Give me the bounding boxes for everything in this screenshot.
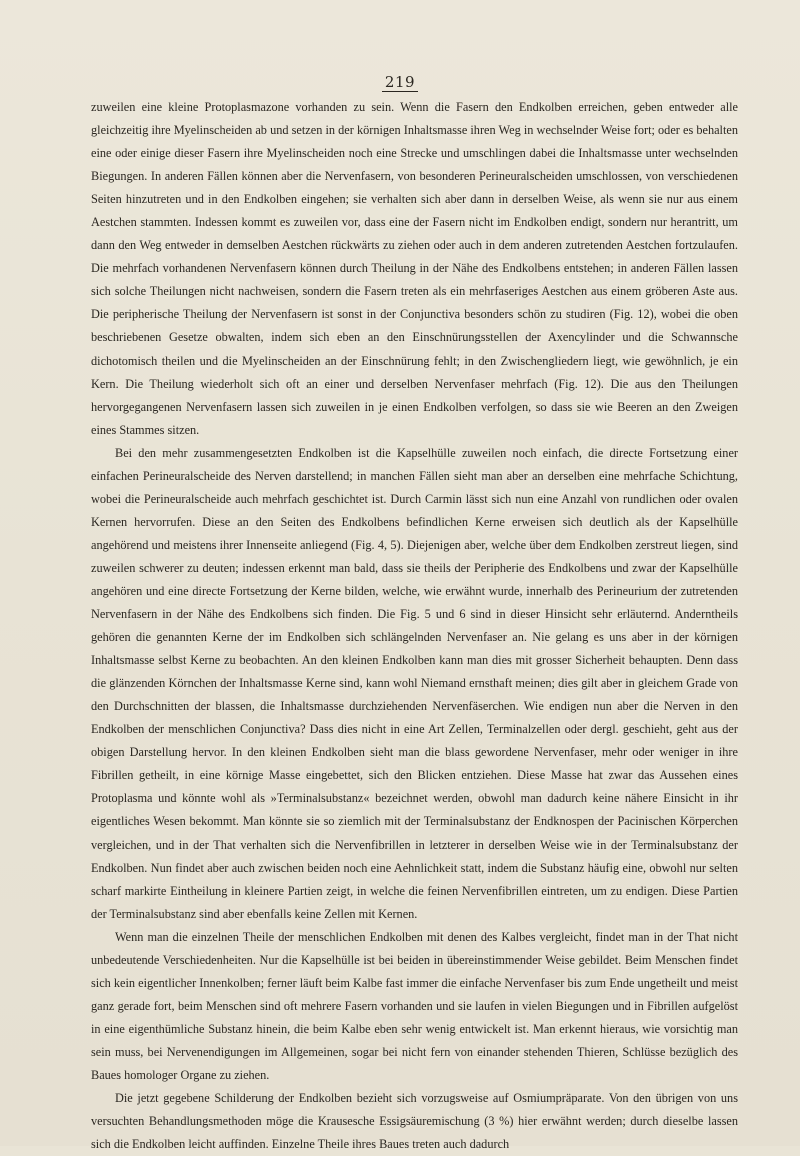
paragraph-2: Bei den mehr zusammengesetzten Endkolben ist die Kapselhülle zuweilen noch einfach, die directe Fortsetzung einer einfachen Perineuralscheide des Nerven darstellend; in manchen Fällen sieht man aber an derselben eine mehrfache Schichtung, wobei die Perineuralscheide auch mehrfach geschichtet ist. Durch Carmin lässt sich nun eine Anzahl von rundlichen oder ovalen Kernen hervorrufen. Diese an den Seiten des Endkolbens befindlichen Kerne erweisen sich deutlich als der Kapselhülle angehörend und meistens ihrer Innenseite anliegend (Fig. 4, 5). Diejenigen aber, welche über dem Endkolben zerstreut liegen, sind zuweilen schwerer zu deuten; indessen erkennt man bald, dass sie theils der Peripherie des Endkolbens und zwar der Kapselhülle angehören und eine directe Fortsetzung der Kerne bilden, welche, wie erwähnt wurde, innerhalb des Perineurium der zutretenden Nervenfasern in der Nähe des Endkolbens sich finden. Die Fig. 5 und 6 sind in dieser Hinsicht sehr erläuternd. Anderntheils gehören die genannten Kerne der im Endkolben sich schlängelnden Nervenfaser an. Nie gelang es uns aber in der körnigen Inhaltsmasse selbst Kerne zu beobachten. An den kleinen Endkolben kann man dies mit grosser Sicherheit behaupten. Denn dass die glänzenden Körnchen der Inhaltsmasse Kerne sind, kann wohl Niemand ernsthaft meinen; dies gilt aber in gleichem Grade von den Durchschnitten der blassen, die Inhaltsmasse durchziehenden Nervenfäserchen. Wie endigen nun aber die Nerven in den Endkolben der menschlichen Conjunctiva? Dass dies nicht in eine Art Zellen, Terminalzellen oder dergl. geschieht, geht aus der obigen Darstellung hervor. In den kleinen Endkolben sieht man die blass gewordene Nervenfaser, mehr oder weniger in ihre Fibrillen getheilt, in eine körnige Masse eingebettet, sich den Blicken entziehen. Diese Masse hat zwar das Aussehen eines Protoplasma und könnte wohl als »Terminalsubstanz« bezeichnet werden, obwohl man dadurch keine nähere Einsicht in ihr eigentliches Wesen bekommt. Man könnte sie so ziemlich mit der Terminalsubstanz der Endknospen der Pacinischen Körperchen vergleichen, und in der That verhalten sich die Nervenfibrillen in letzterer in derselben Weise wie in der Terminalsubstanz der Endkolben. Nun findet aber auch zwischen beiden noch eine Aehnlichkeit statt, indem die Substanz häufig eine, obwohl nur selten scharf markirte Eintheilung in kleinere Partien zeigt, in welche die feinen Nervenfibrillen eintreten, um zu endigen. Diese Partien der Terminalsubstanz sind aber ebenfalls keine Zellen mit Kernen. — [91, 445, 738, 921]
body-text — [91, 96, 738, 1156]
page-number-text: 219 — [382, 73, 418, 92]
paragraph-1: zuweilen eine kleine Protoplasmazone vorhanden zu sein. Wenn die Fasern den Endkolben erreichen, geben entweder alle gleichzeitig ihre Myelinscheiden ab und setzen in der körnigen Inhaltsmasse ihren Weg in wechselnder Weise fort; oder es behalten eine oder einige dieser Fasern ihre Myelinscheiden noch eine Strecke und umschlingen dabei die Inhaltsmasse unter wechselnden Biegungen. In anderen Fällen können aber die Nervenfasern, von besonderen Perineuralscheiden umschlossen, von verschiedenen Seiten hinzutreten und in den Endkolben eingehen; sie verhalten sich aber dann in derselben Weise, als wenn sie nur aus einem Aestchen stammten. Indessen kommt es zuweilen vor, dass eine der Fasern nicht im Endkolben endigt, sondern nur herantritt, um dann den Weg entweder in demselben Aestchen rückwärts zu ziehen oder auch in dem anderen zutretenden Aestchen fortzulaufen. Die mehrfach vorhandenen Nervenfasern können durch Theilung in der Nähe des Endkolbens entstehen; in anderen Fällen lassen sich solche Theilungen nicht nachweisen, sondern die Fasern treten als ein mehrfaseriges Aestchen aus einem gröberen Aste aus. Die peripherische Theilung der Nervenfasern ist sonst in der Conjunctiva besonders schön zu studiren (Fig. 12), wobei die oben beschriebenen Gesetze obwalten, indem sich eben an den Einschnürungsstellen der Axencylinder und die Schwannsche dichotomisch theilen und die Myelinscheiden an der Einschnürung fehlt; in den Zwischengliedern liegt, wie gewöhnlich, je ein Kern. Die Theilung wiederholt sich oft an einer und derselben Nervenfaser mehrfach (Fig. 12). Die aus den Theilungen hervorgegangenen Nervenfasern lassen sich zuweilen in je einen Endkolben verfolgen, so dass sie wie Beeren an den Zweigen eines Stammes sitzen. — [91, 100, 738, 437]
paragraph-3: Wenn man die einzelnen Theile der menschlichen Endkolben mit denen des Kalbes vergleicht, findet man in der That nicht unbedeutende Verschiedenheiten. Nur die Kapselhülle ist bei beiden in übereinstimmender Weise gebildet. Beim Menschen findet sich kein eigentlicher Innenkolben; ferner läuft beim Kalbe fast immer die einfache Nervenfaser bis zum Ende ungetheilt und meist ganz gerade fort, beim Menschen sind oft mehrere Fasern vorhanden und sie laufen in vielen Biegungen und in Fibrillen aufgelöst in eine eigenthümliche Substanz hinein, die beim Kalbe eben sehr wenig entwickelt ist. Man erkennt hieraus, wie vorsichtig man sein muss, bei Nervenendigungen im Allgemeinen, sogar bei nicht fern von einander stehenden Thieren, Schlüsse bezüglich des Baues homologer Organe zu ziehen. — [91, 929, 738, 1082]
paragraph-4: Die jetzt gegebene Schilderung der Endkolben bezieht sich vorzugsweise auf Osmiumpräparate. Von den übrigen von uns versuchten Behandlungsmethoden möge die Krausesche Essigsäuremischung (3 %) hier erwähnt werden; durch dieselbe lassen sich die Endkolben leicht auffinden. Einzelne Theile ihres Baues treten auch dadurch — [91, 1091, 738, 1152]
page-number — [0, 73, 800, 91]
